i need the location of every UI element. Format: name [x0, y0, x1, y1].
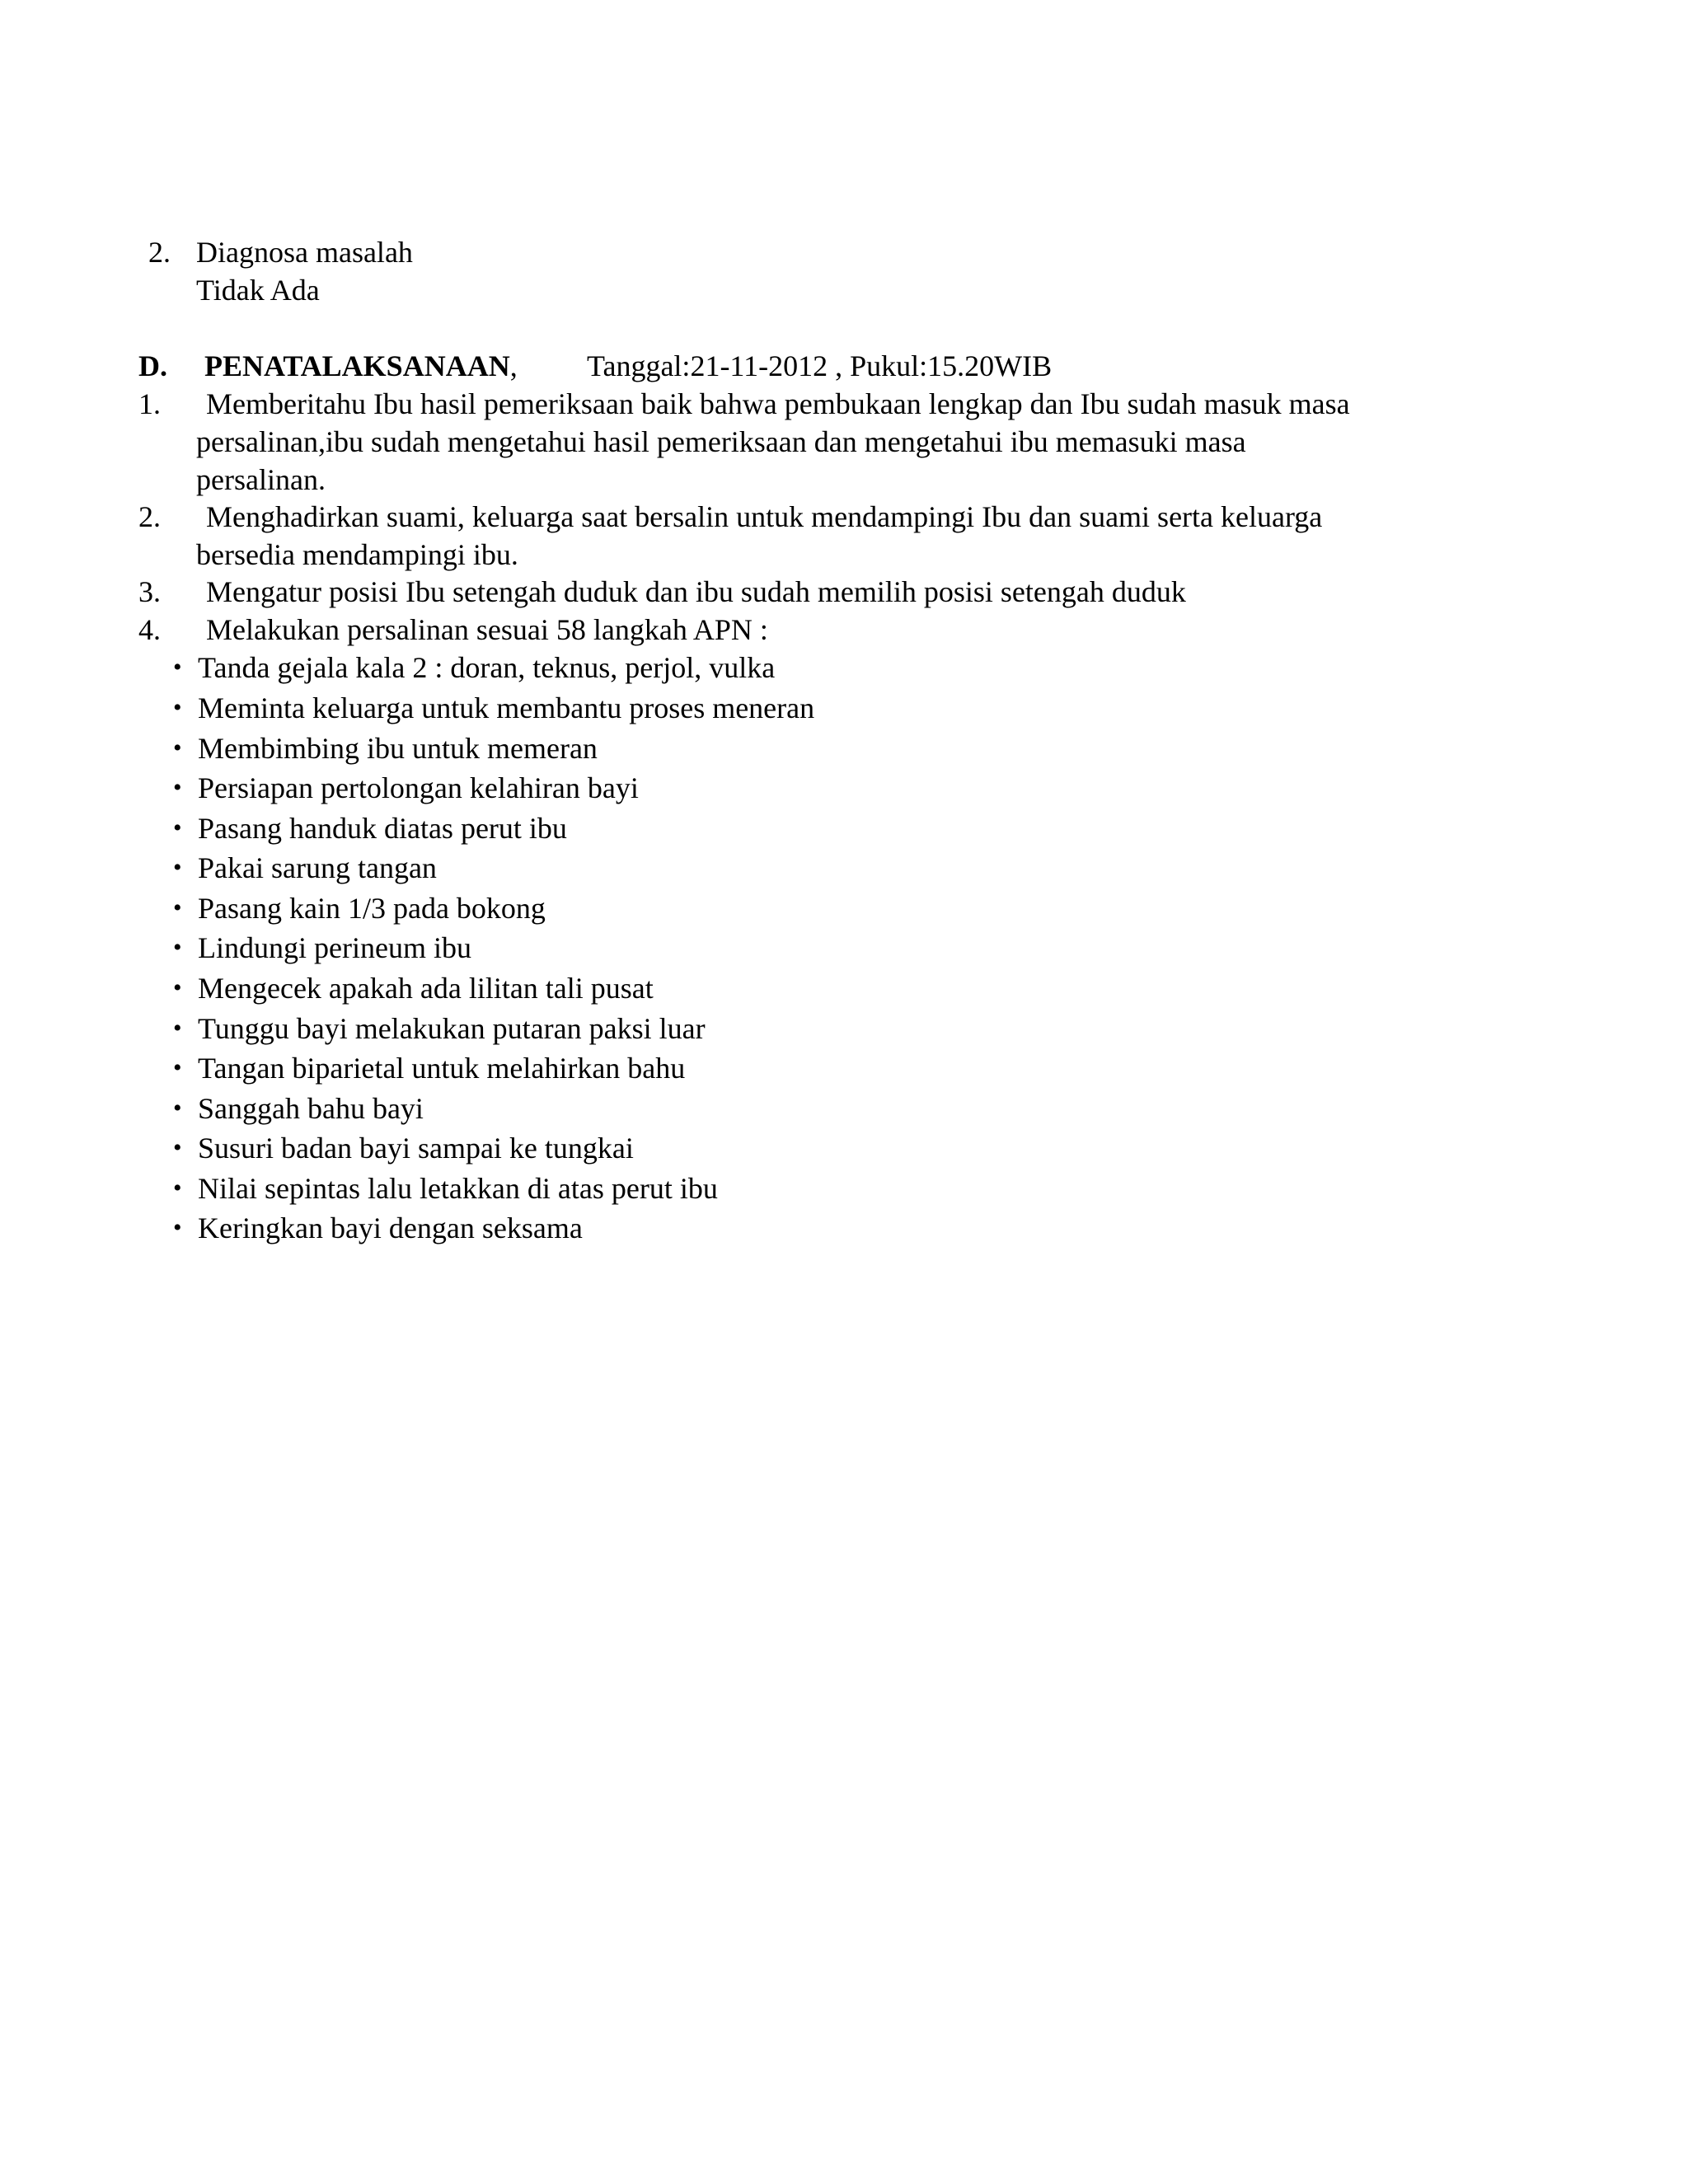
bullet-item-6: Pakai sarung tangan	[198, 851, 437, 884]
item-4-number: 4.	[138, 613, 161, 646]
bullet-dot: •	[173, 734, 182, 762]
item-1-number: 1.	[138, 387, 161, 420]
bullet-item-13: Susuri badan bayi sampai ke tungkai	[198, 1132, 634, 1165]
bullet-dot: •	[173, 774, 182, 801]
bullet-item-15: Keringkan bayi dengan seksama	[198, 1212, 583, 1244]
bullet-item-5: Pasang handuk diatas perut ibu	[198, 812, 567, 845]
diagnosa-value: Tidak Ada	[196, 274, 320, 307]
item-2-line-1: Menghadirkan suami, keluarga saat bersalin untuk mendampingi Ibu dan suami serta keluarga	[206, 500, 1323, 533]
section-date-time: Tanggal:21-11-2012 , Pukul:15.20WIB	[587, 349, 1053, 382]
item-3-number: 3.	[138, 575, 161, 608]
bullet-item-7: Pasang kain 1/3 pada bokong	[198, 892, 546, 925]
item-2-number: 2.	[138, 500, 161, 533]
bullet-item-3: Membimbing ibu untuk memeran	[198, 732, 598, 765]
item-1-line-2: persalinan,ibu sudah mengetahui hasil pemeriksaan dan mengetahui ibu memasuki masa	[196, 425, 1246, 458]
bullet-item-2: Meminta keluarga untuk membantu proses meneran	[198, 691, 815, 724]
bullet-item-4: Persiapan pertolongan kelahiran bayi	[198, 771, 639, 804]
bullet-item-8: Lindungi perineum ibu	[198, 931, 471, 964]
item-1-line-3: persalinan.	[196, 463, 326, 496]
bullet-dot: •	[173, 854, 182, 881]
bullet-item-12: Sanggah bahu bayi	[198, 1092, 424, 1125]
bullet-dot: •	[173, 694, 182, 721]
bullet-dot: •	[173, 1174, 182, 1202]
bullet-dot: •	[173, 1015, 182, 1042]
bullet-dot: •	[173, 814, 182, 841]
bullet-dot: •	[173, 934, 182, 961]
bullet-dot: •	[173, 654, 182, 681]
bullet-dot: •	[173, 974, 182, 1001]
section-letter: D.	[138, 349, 167, 382]
bullet-item-14: Nilai sepintas lalu letakkan di atas perut ibu	[198, 1172, 718, 1205]
bullet-item-10: Tunggu bayi melakukan putaran paksi luar	[198, 1012, 706, 1045]
bullet-item-9: Mengecek apakah ada lilitan tali pusat	[198, 972, 654, 1005]
diagnosa-number: 2.	[148, 236, 171, 269]
bullet-dot: •	[173, 1094, 182, 1122]
bullet-dot: •	[173, 1214, 182, 1241]
diagnosa-title: Diagnosa masalah	[196, 236, 413, 269]
bullet-item-11: Tangan biparietal untuk melahirkan bahu	[198, 1052, 686, 1085]
bullet-item-1: Tanda gejala kala 2 : doran, teknus, perjol, vulka	[198, 651, 776, 684]
item-2-line-2: bersedia mendampingi ibu.	[196, 538, 518, 571]
item-1-line-1: Memberitahu Ibu hasil pemeriksaan baik bahwa pembukaan lengkap dan Ibu sudah masuk masa	[206, 387, 1350, 420]
section-heading-wrap	[204, 347, 518, 385]
bullet-dot: •	[173, 1134, 182, 1161]
item-3-line-1: Mengatur posisi Ibu setengah duduk dan ibu sudah memilih posisi setengah duduk	[206, 575, 1186, 608]
bullet-dot: •	[173, 1054, 182, 1081]
section-heading-comma: ,	[509, 349, 518, 382]
bullet-dot: •	[173, 894, 182, 921]
item-4-line-1: Melakukan persalinan sesuai 58 langkah APN :	[206, 613, 768, 646]
section-heading: PENATALAKSANAAN	[204, 349, 510, 382]
